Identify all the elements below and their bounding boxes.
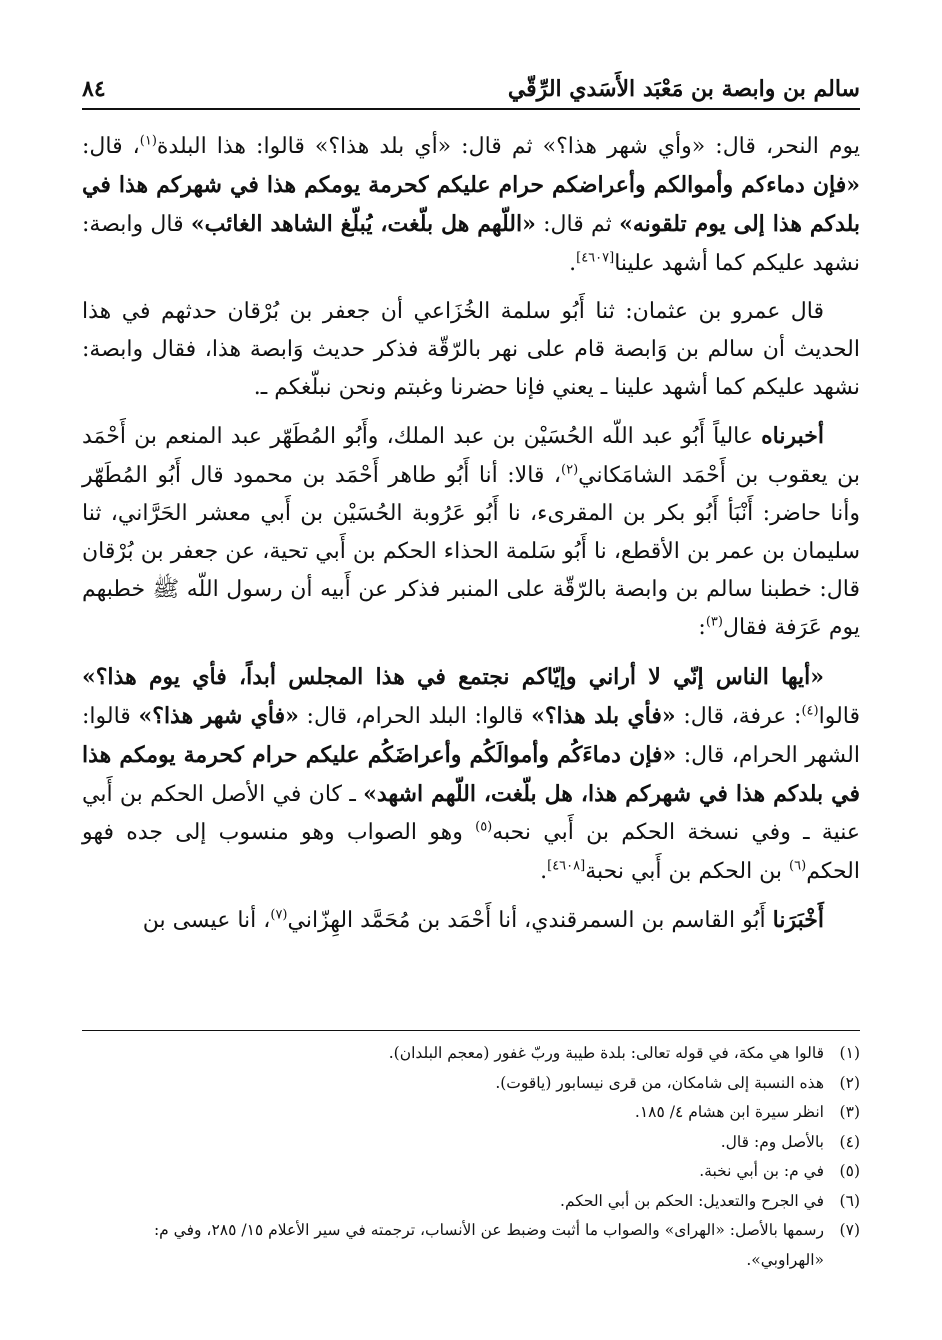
footnote-text: في م: بن أبي نخبة. — [699, 1162, 824, 1180]
footnote-text: قالوا هي مكة، في قوله تعالى: بلدة طيبة وربّ غفور (معجم البلدان). — [388, 1044, 824, 1062]
footnote — [82, 1216, 860, 1275]
footnote-text: رسمها بالأصل: «الهراى» والصواب ما أثبت وضبط عن الأنساب، ترجمته في سير الأعلام ١٥/ ٢٨٥، وفي م: «الهراوبي». — [153, 1221, 824, 1269]
footnote-text: هذه النسبة إلى شامكان، من قرى نيسابور (ياقوت). — [495, 1073, 824, 1092]
page-number: ٨٤ — [82, 76, 106, 102]
footnote-text: بالأصل وم: قال. — [720, 1132, 824, 1151]
footnote-number: (٣) — [839, 1103, 860, 1121]
footnotes — [82, 1030, 860, 1275]
paragraph: يوم النحر، قال: «وأي شهر هذا؟» ثم قال: «أي بلد هذا؟» قالوا: هذا البلدة$^{(١)}$، قال: «فإن دماءكم وأموالكم وأعراضكم حرام عليكم كحرمة يومكم هذا في شهركم هذا في بلدكم هذا إلى يوم تلقونه» ثم قال: «اللّهم هل بلّغت، يُبلّغ الشاهد الغائب» قال وابصة: نشهد عليكم كما أشهد علينا[٤٦٠٧]. — [82, 133, 860, 276]
paragraph: أخبرناه عالياً أَبُو عبد اللّه الحُسَيْن بن عبد الملك، وأَبُو المُطَهّر عبد المنعم بن أَحْمَد بن يعقوب بن أَحْمَد الشامَكاني$^{(٢)}$، قالا: أنا أَبُو طاهر أَحْمَد بن محمود قال أَبُو المُطَهّر وأنا حاضر: أَنْبَأ أَبُو بكر بن المقرىء، نا أَبُو عَرُوبة الحُسَيْن بن أَبي معشر الحَرَّاني، ثنا سليمان بن عمر بن الأقطع، نا أَبُو سَلمة الحذاء الحكم بن أَبي تحية، عن جعفر بن بُرْقان قال: خطبنا سالم بن وابصة بالرّقّة على المنبر فذكر عن أَبيه أن رسول اللّه ﷺ خطبهم يوم عَرَفة فقال$^{(٣)}$: — [82, 423, 860, 641]
paragraph: قال عمرو بن عثمان: ثنا أَبُو سلمة الخُزَاعي أن جعفر بن بُرْقان حدثهم في هذا الحديث أن سالم بن وَابصة قام على نهر بالرّقّة فذكر حديث وَابصة هذا، فقال وابصة: نشهد عليكم كما أشهد علينا ـ يعني فإنا حضرنا وغبتم ونحن نبلّغكم ـ. — [82, 298, 860, 401]
footnote-number: (١) — [839, 1044, 860, 1062]
page-header — [82, 62, 860, 110]
paragraph: «أيها الناس إنّي لا أراني وإيّاكم نجتمع في هذا المجلس أبداً، فأي يوم هذا؟» قالوا$^{(٤)}$: عرفة، قال: «فأي بلد هذا؟» قالوا: البلد الحرام، قال: «فأي شهر هذا؟» قالوا: الشهر الحرام، قال: «فإن دماءَكُم وأموالَكُم وأعراضَكُم عليكم حرام كحرمة يومكم هذا في بلدكم هذا في شهركم هذا، هل بلّغت، اللّهم اشهد» ـ كان في الأصل الحكم بن أَبي عنية ـ وفي نسخة الحكم بن أَبي نحبه$^{(٥)}$ وهو الصواب وهو منسوب إلى جده فهو الحكم$^{(٦)}$ بن الحكم بن أَبي نحبة[٤٦٠٨]. — [82, 663, 860, 884]
footnote — [82, 1069, 860, 1099]
footnote — [82, 1187, 860, 1217]
running-title: سالم بن وابصة بن مَعْبَد الأَسَدي الرِّقّي — [507, 76, 860, 102]
footnote-text: في الجرح والتعديل: الحكم بن أبي الحكم. — [560, 1191, 824, 1210]
paragraph: أَخْبَرَنا أَبُو القاسم بن السمرقندي، أنا أَحْمَد بن مُحَمَّد الهِزّاني$^{(٧)}$، أنا عيسى بن — [142, 906, 824, 933]
footnote-number: (٧) — [839, 1221, 860, 1239]
footnote — [82, 1157, 860, 1187]
main-text — [82, 128, 860, 950]
footnote — [82, 1128, 860, 1158]
footnote-number: (٢) — [839, 1073, 860, 1092]
footnote-number: (٦) — [839, 1191, 860, 1210]
footnote-number: (٥) — [839, 1162, 860, 1180]
footnote — [82, 1098, 860, 1128]
footnote-text: انظر سيرة ابن هشام ٤/ ١٨٥. — [634, 1103, 824, 1121]
footnote — [82, 1039, 860, 1069]
footnote-number: (٤) — [839, 1132, 860, 1151]
